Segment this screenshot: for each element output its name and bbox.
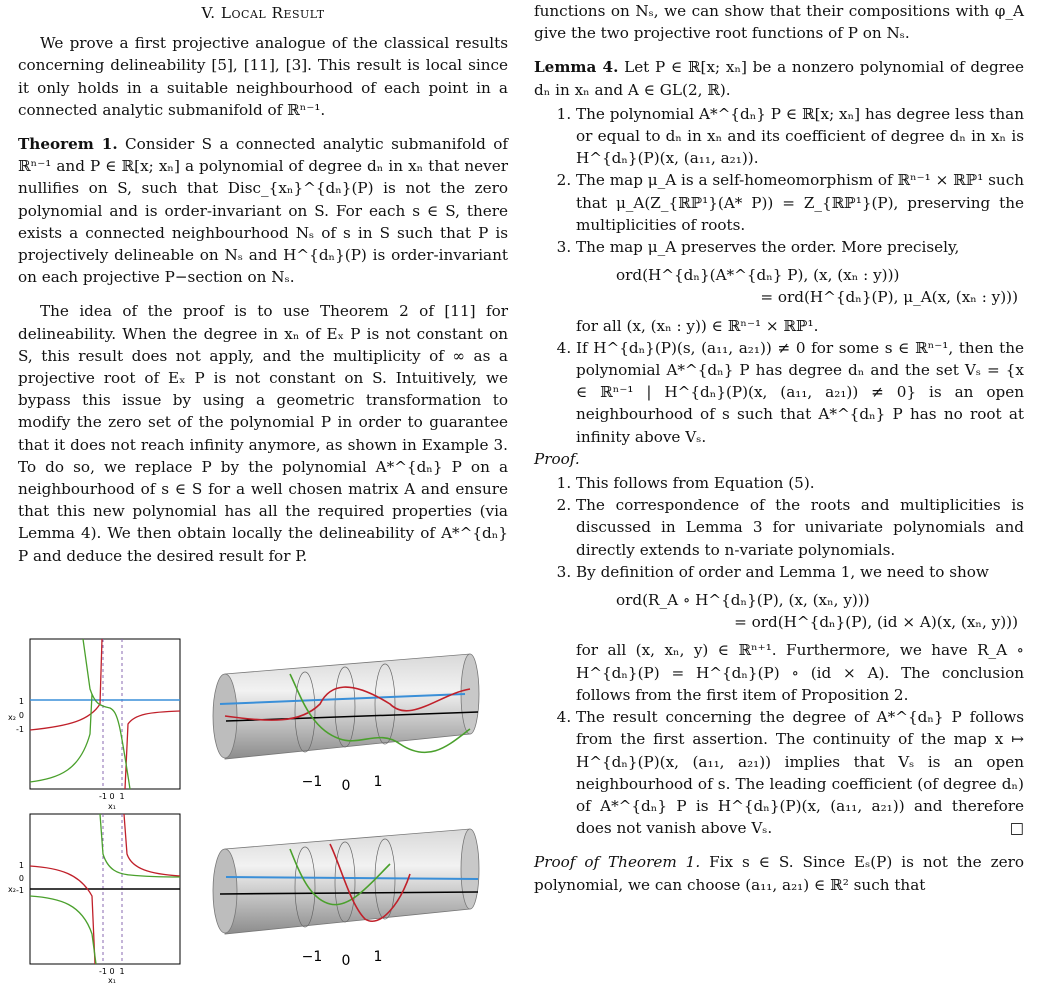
cyl-top-label: 0 [341, 778, 351, 794]
lemma-item: 4. If H^{dₙ}(P)(s, (a₁₁, a₂₁)) ≠ 0 for some s ∈ ℝⁿ⁻¹, then the polynomial A*^{dₙ} P has degree dₙ and the set Vₛ = {x ∈ ℝⁿ⁻¹ | H^{dₙ}(P)(x, (a₁₁, a₂₁)) ≠ 0} is an open neighbourhood of s such that A*^{dₙ} P has no root at infinity above Vₛ. [576, 337, 1024, 448]
lemma-item: 2. The map μ_A is a self-homeomorphism of ℝⁿ⁻¹ × ℝℙ¹ such that μ_A(Z_{ℝℙ¹}(A* P)) = Z_{ℝℙ¹}(P), preserving the multiplicities of roots. [576, 169, 1024, 236]
equation-line: = ord(H^{dₙ}(P), (id × A)(x, (xₙ, y))) [734, 613, 1018, 632]
qed-symbol: □ [1009, 819, 1024, 838]
plot-top-xtick: 1 [119, 792, 125, 801]
proof-label: Proof. [534, 449, 580, 468]
plot-top-ytick: 1 [18, 697, 24, 706]
cyl-top-label: 1 [373, 774, 383, 790]
proof-idea: The idea of the proof is to use Theorem 2 of [11] for delineability. When the degree in xₙ of Eₓ P is not constant on S, this result does not apply, and the multiplicity of ∞ as a projective root of Eₓ P is not constant on S. Intuitively, we bypass this issue by using a geometric transformation to modify the zero set of the polynomial P in order to guarantee that it does not reach infinity anymore, as shown in Example 3. To do so, we replace P by the polynomial A*^{dₙ} P on a neighbourhood of s ∈ S for a well chosen matrix A and ensure that this new polynomial has all the required properties (via Lemma 4). We then obtain locally the delineability of A*^{dₙ} P and deduce the desired result for P. [18, 302, 508, 565]
lemma-item-text: for all (x, (xₙ : y)) ∈ ℝⁿ⁻¹ × ℝℙ¹. [576, 316, 819, 335]
proof-theorem-text: Fix s ∈ S. Since Eₛ(P) is not the zero polynomial, we can choose (a₁₁, a₂₁) ∈ ℝ² such that [534, 853, 1024, 894]
plot-bottom [8, 814, 180, 984]
lemma-item-text: The map μ_A preserves the order. More precisely, [576, 238, 960, 257]
cyl-bottom-label: 0 [341, 953, 351, 969]
theorem-label: Theorem 1. [18, 135, 118, 154]
proof-item-text: for all (x, xₙ, y) ∈ ℝⁿ⁺¹. Furthermore, we have R_A ∘ H^{dₙ}(P) = H^{dₙ}(P) ∘ (id × A). The conclusion follows from the first item of Proposition 2. [576, 641, 1024, 704]
proof-item: 2. The correspondence of the roots and multiplicities is discussed in Lemma 3 for univariate polynomials and directly extends to n-variate polynomials. [576, 494, 1024, 561]
lemma-4 [534, 56, 1024, 100]
plot-bottom-xtick: -1 [99, 967, 107, 976]
cylinder-top [213, 654, 479, 794]
section-intro: We prove a first projective analogue of the classical results concerning delineability [5], [11], [3]. This result is local since it only holds in a suitable neighbourhood of each point in a connected analytic submanifold of ℝⁿ⁻¹. [18, 34, 508, 119]
proof-item: 1. This follows from Equation (5). [576, 472, 1024, 494]
proof-item-text: By definition of order and Lemma 1, we need to show [576, 562, 989, 581]
cylinder-bottom [213, 829, 479, 969]
plot-top-ytick: -1 [16, 725, 24, 734]
plot-top-ylabel: x₂ [8, 713, 16, 722]
plot-bottom-ytick: -1 [16, 886, 24, 895]
right-column [534, 0, 1024, 896]
lemma-items [534, 103, 1024, 448]
plot-bottom-ytick: 0 [18, 874, 24, 883]
proof-theorem-1 [534, 851, 1024, 895]
proof-items [534, 472, 1024, 839]
plot-top-xtick: 0 [109, 792, 115, 801]
figure-example [0, 634, 520, 984]
theorem-1 [18, 133, 508, 288]
plot-top-xtick: -1 [99, 792, 107, 801]
plot-top-xlabel: x₁ [108, 802, 116, 811]
proof-theorem-label: Proof of Theorem 1. [534, 853, 701, 872]
proof-item-text: The result concerning the degree of A*^{dₙ} P follows from the first assertion. The continuity of the map x ↦ H^{dₙ}(P)(x, (a₁₁, a₂₁)) implies that Vₛ is an open neighbourhood of s. The leading coefficient (of degree dₙ) of A*^{dₙ} P is H^{dₙ}(P)(x, (a₁₁, a₂₁)) and therefore does not vanish above Vₛ. [576, 708, 1024, 838]
equation-line: = ord(H^{dₙ}(P), μ_A(x, (xₙ : y))) [760, 288, 1018, 307]
cyl-top-label: −1 [301, 774, 323, 790]
lemma-text: Let P ∈ ℝ[x; xₙ] be a nonzero polynomial of degree dₙ in xₙ and A ∈ GL(2, ℝ). [534, 58, 1025, 99]
equation-line: ord(H^{dₙ}(A*^{dₙ} P), (x, (xₙ : y))) [616, 266, 900, 285]
equation-line: ord(R_A ∘ H^{dₙ}(P), (x, (xₙ, y))) [616, 591, 870, 610]
plot-bottom-xlabel: x₁ [108, 976, 116, 984]
plot-bottom-xtick: 0 [109, 967, 115, 976]
cyl-bottom-label: 1 [373, 949, 383, 965]
figure-svg [0, 634, 520, 984]
left-column [18, 0, 508, 567]
continued-text: functions on Nₛ, we can show that their compositions with φ_A give the two projective root functions of P on Nₛ. [534, 2, 1024, 43]
plot-bottom-ytick: 1 [18, 861, 24, 870]
lemma-item: 1. The polynomial A*^{dₙ} P ∈ ℝ[x; xₙ] has degree less than or equal to dₙ in xₙ and its coefficient of degree dₙ in xₙ is H^{dₙ}(P)(x, (a₁₁, a₂₁)). [576, 103, 1024, 170]
lemma-item [576, 236, 1024, 337]
cyl-bottom-label: −1 [301, 949, 323, 965]
theorem-text: Consider S a connected analytic submanifold of ℝⁿ⁻¹ and P ∈ ℝ[x; xₙ] a polynomial of degree dₙ in xₙ that never nullifies on S, such that Disc_{xₙ}^{dₙ}(P) is not the zero polynomial and is order-invariant on S. For each s ∈ S, there exists a connected neighbourhood Nₛ of s in S such that P is projectively delineable on Nₛ and H^{dₙ}(P) is order-invariant on each projective P−section on Nₛ. [18, 135, 508, 287]
plot-bottom-xtick: 1 [119, 967, 125, 976]
plot-top [8, 639, 180, 811]
lemma-label: Lemma 4. [534, 58, 619, 77]
plot-top-ytick: 0 [18, 711, 24, 720]
section-title: V. Local Result [201, 4, 325, 22]
proof-item [576, 706, 1024, 839]
plot-bottom-ylabel: x₂ [8, 885, 16, 894]
proof-item [576, 561, 1024, 706]
